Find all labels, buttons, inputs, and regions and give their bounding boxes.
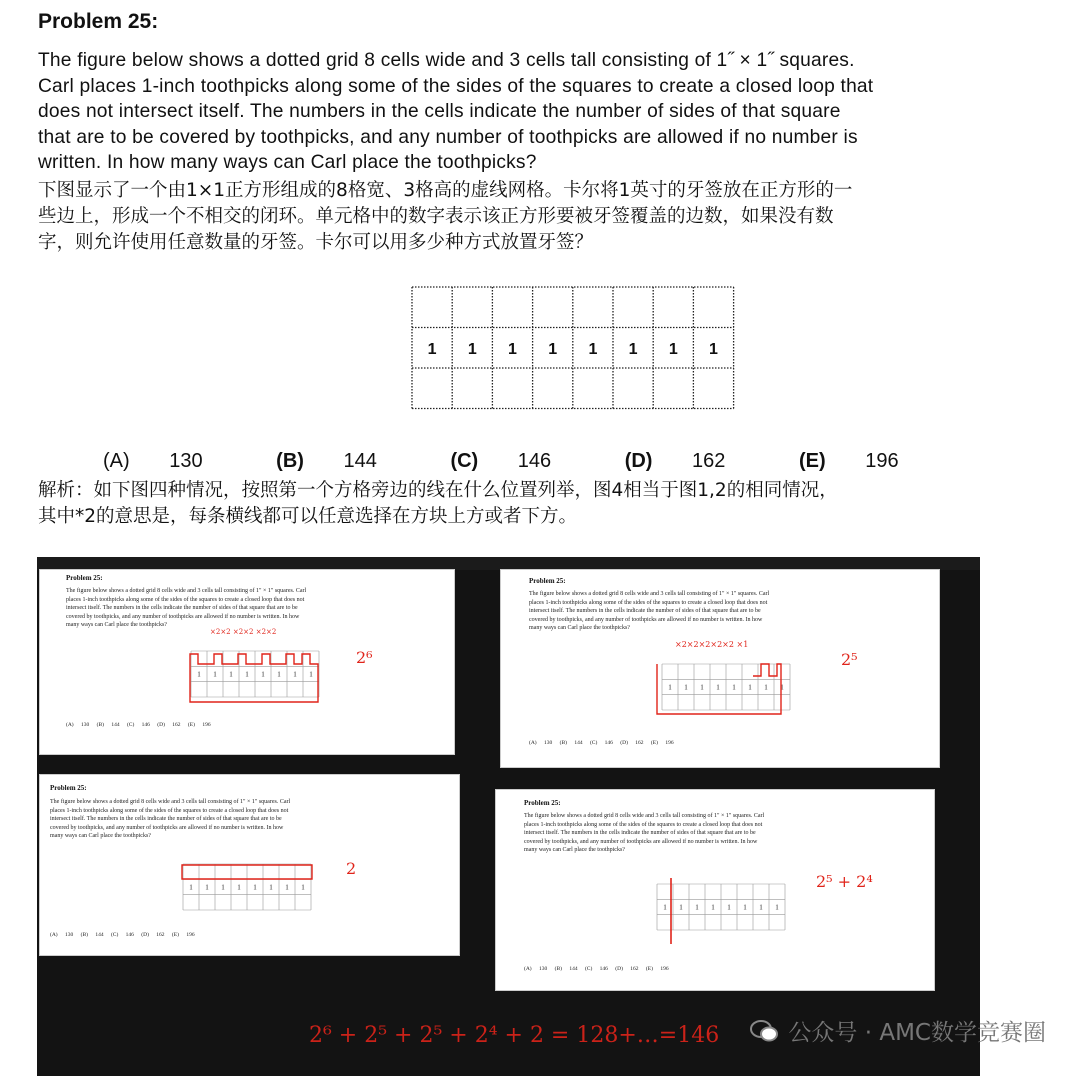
mini-grid-number: 1 [743, 903, 747, 912]
mini-grid-number: 1 [277, 670, 281, 679]
panel-title: Problem 25: [524, 799, 561, 807]
mini-grid-number: 1 [764, 683, 768, 692]
mini-grid-number: 1 [775, 903, 779, 912]
grid-cell-number: 1 [709, 340, 718, 358]
grid-cell-number: 1 [588, 340, 598, 358]
panel-text: The figure below shows a dotted grid 8 cells wide and 3 cells tall consisting of 1″ × 1″ squares. Carl places 1-inch toothpicks along some of the sides of the squares to create a closed loop that does not intersect itself. The numbers in the cells indicate the number of sides of that square that are to be covered by toothpicks, and any number of toothpicks are allowed if no number is written. In how many ways can Carl place the toothpicks? [50, 799, 291, 839]
panel-choices: (A) 130 (B) 144 (C) 146 (D) 162 (E) 196 [66, 722, 211, 728]
grid-cell-number: 1 [508, 340, 517, 358]
solution-line: 其中*2的意思是，每条横线都可以任意选择在方块上方或者下方。 [38, 506, 578, 527]
grid-cell-number: 1 [628, 340, 638, 358]
mini-grid-number: 1 [229, 670, 233, 679]
choice-c: (C) 146 [450, 450, 552, 472]
loop-drawing [646, 870, 686, 950]
mini-grid-number: 1 [663, 903, 667, 912]
choice-e: (E) 196 [798, 450, 899, 472]
grid-cell-number: 1 [467, 340, 477, 358]
note-total: 2⁶ + 2⁵ + 2⁵ + 2⁴ + 2 = 128+…=146 [309, 1023, 720, 1048]
mini-grid-number: 1 [253, 883, 257, 892]
mini-grid-number: 1 [711, 903, 715, 912]
mini-grid-number: 1 [700, 683, 704, 692]
panel-choices: (A) 130 (B) 144 (C) 146 (D) 162 (E) 196 [50, 932, 195, 938]
mini-grid-number: 1 [213, 670, 217, 679]
mini-grid-number: 1 [301, 883, 305, 892]
note-p2: 2⁵ [841, 650, 858, 669]
grid-cell-number: 1 [668, 340, 678, 358]
mini-grid-number: 1 [197, 670, 201, 679]
grid-cell-number: 1 [548, 340, 558, 358]
mini-grid-number: 1 [269, 883, 273, 892]
mini-grid-number: 1 [748, 683, 752, 692]
loop-drawing [180, 634, 330, 706]
panel-title: Problem 25: [66, 574, 103, 582]
mini-grid-number: 1 [245, 670, 249, 679]
mini-grid-number: 1 [732, 683, 736, 692]
case-panel-4 [495, 789, 935, 991]
mini-grid-number: 1 [205, 883, 209, 892]
mini-grid-number: 1 [679, 903, 683, 912]
panel-choices: (A) 130 (B) 144 (C) 146 (D) 162 (E) 196 [529, 740, 674, 746]
case-panel-2 [500, 569, 940, 768]
note-multipliers: ×2×2 ×2×2 ×2×2 [210, 628, 277, 636]
grid-cell-number: 1 [427, 340, 437, 358]
mini-grid-number: 1 [221, 883, 225, 892]
case-panel-1 [39, 569, 455, 755]
note-p3: 2 [346, 859, 357, 878]
statement-line: that are to be covered by toothpicks, and any number of toothpicks are allowed if no number is [38, 126, 858, 148]
note-p4: 2⁵ + 2⁴ [816, 872, 873, 891]
mini-grid-number: 1 [261, 670, 265, 679]
panel-title: Problem 25: [50, 784, 87, 792]
dotted-grid [411, 286, 735, 410]
mini-grid-number: 1 [668, 683, 672, 692]
statement-line: 字，则允许使用任意数量的牙签。卡尔可以用多少种方式放置牙签？ [38, 232, 594, 253]
mini-grid-number: 1 [727, 903, 731, 912]
watermark-text: 公众号 · AMC数学竞赛圈 [788, 1020, 1046, 1046]
solution-screenshot [37, 557, 980, 1076]
statement-line: written. In how many ways can Carl place the toothpicks? [38, 152, 537, 173]
statement-line: 下图显示了一个由1×1正方形组成的8格宽、3格高的虚线网格。卡尔将1英寸的牙签放在正方形的一 [38, 180, 853, 201]
answer-choices [103, 450, 967, 473]
note-multipliers: ×2×2×2×2×2 ×1 [675, 640, 749, 649]
statement-line: 些边上，形成一个不相交的闭环。单元格中的数字表示该正方形要被牙签覆盖的边数，如果没有数 [38, 206, 834, 227]
case-panel-3 [39, 774, 460, 956]
problem-title: Problem 25: [38, 10, 159, 33]
choice-a: (A) 130 [103, 450, 203, 472]
mini-grid-number: 1 [780, 683, 784, 692]
loop-drawing [172, 855, 322, 895]
mini-grid-number: 1 [189, 883, 193, 892]
mini-grid-number: 1 [237, 883, 241, 892]
panel-choices: (A) 130 (B) 144 (C) 146 (D) 162 (E) 196 [524, 966, 669, 972]
statement-line: The figure below shows a dotted grid 8 cells wide and 3 cells tall consisting of 1˝ × 1˝ squares. [38, 50, 855, 71]
statement-line: does not intersect itself. The numbers in the cells indicate the number of sides of that square [38, 101, 841, 122]
choice-d: (D) 162 [624, 450, 726, 472]
panel-text: The figure below shows a dotted grid 8 cells wide and 3 cells tall consisting of 1″ × 1″ squares. Carl places 1-inch toothpicks along some of the sides of the squares to create a closed loop that does not intersect itself. The numbers in the cells indicate the number of sides of that square that are to be covered by toothpicks, and any number of toothpicks are allowed if no number is written. In how many ways can Carl place the toothpicks? [529, 591, 770, 631]
panel-title: Problem 25: [529, 577, 566, 585]
loop-drawing [651, 650, 801, 730]
mini-grid-number: 1 [309, 670, 313, 679]
mini-grid-number: 1 [293, 670, 297, 679]
problem-statement-en [38, 48, 1028, 176]
choice-b: (B) 144 [276, 450, 377, 472]
solution-line: 解析：如下图四种情况，按照第一个方格旁边的线在什么位置列举，图4相当于图1,2的相同情况， [38, 480, 838, 501]
panel-text: The figure below shows a dotted grid 8 cells wide and 3 cells tall consisting of 1″ × 1″ squares. Carl places 1-inch toothpicks along some of the sides of the squares to create a closed loop that does not intersect itself. The numbers in the cells indicate the number of sides of that square that are to be covered by toothpicks, and any number of toothpicks are allowed if no number is written. In how many ways can Carl place the toothpicks? [66, 588, 307, 628]
statement-line: Carl places 1-inch toothpicks along some of the sides of the squares to create a closed loop that [38, 75, 874, 97]
mini-grid-number: 1 [695, 903, 699, 912]
watermark [750, 1014, 1046, 1047]
mini-grid-number: 1 [285, 883, 289, 892]
wechat-icon [750, 1019, 778, 1043]
mini-grid-number: 1 [759, 903, 763, 912]
solution-text [38, 478, 1048, 530]
panel-text: The figure below shows a dotted grid 8 cells wide and 3 cells tall consisting of 1″ × 1″ squares. Carl places 1-inch toothpicks along some of the sides of the squares to create a closed loop that does not intersect itself. The numbers in the cells indicate the number of sides of that square that are to be covered by toothpicks, and any number of toothpicks are allowed if no number is written. In how many ways can Carl place the toothpicks? [524, 813, 765, 853]
note-p1: 2⁶ [356, 648, 373, 667]
mini-grid-number: 1 [716, 683, 720, 692]
mini-grid-number: 1 [684, 683, 688, 692]
problem-statement-zh [38, 178, 1048, 256]
